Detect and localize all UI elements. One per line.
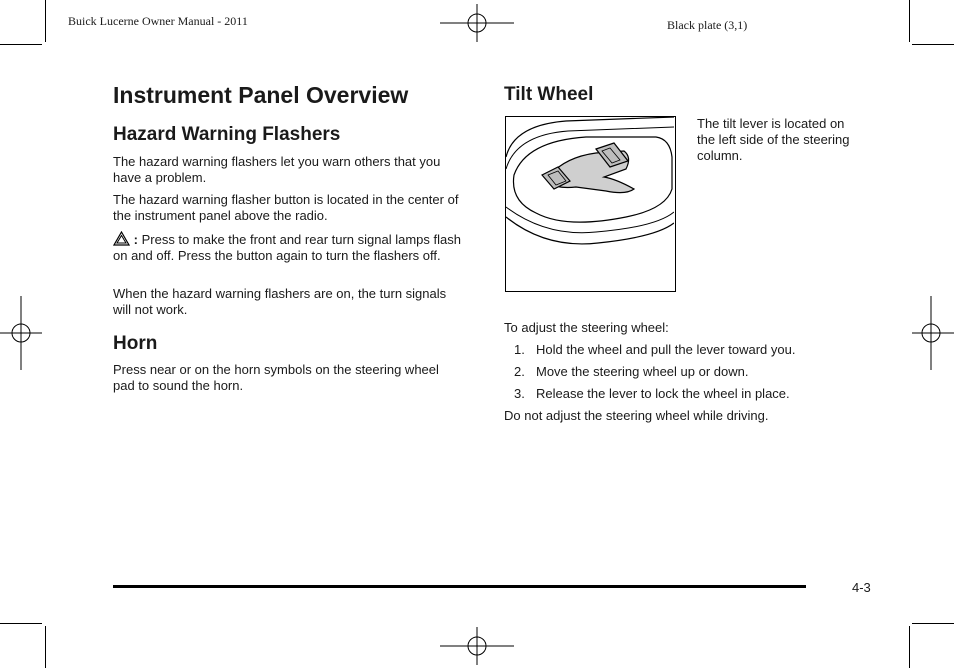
crop-mark xyxy=(0,623,42,624)
step-number: 1. xyxy=(514,342,525,357)
hazard-warning-icon xyxy=(113,231,130,246)
crop-mark xyxy=(0,44,42,45)
tilt-lever-illustration xyxy=(505,116,676,292)
hazard-heading: Hazard Warning Flashers xyxy=(113,124,341,145)
adjust-intro: To adjust the steering wheel: xyxy=(504,320,669,335)
symbol-colon: : xyxy=(133,232,138,247)
registration-mark-bottom xyxy=(440,627,514,665)
manual-title: Buick Lucerne Owner Manual - 2011 xyxy=(68,14,248,28)
plate-label: Black plate (3,1) xyxy=(667,18,748,32)
steering-column-drawing xyxy=(506,117,674,290)
crop-mark xyxy=(909,626,910,668)
hazard-button-description xyxy=(113,231,475,264)
hazard-paragraph-4: When the hazard warning flashers are on, the turn signals will not work. xyxy=(113,286,447,317)
illustration-caption: The tilt lever is located on the left side of the steering column. xyxy=(697,116,850,163)
crop-mark xyxy=(909,0,910,42)
step-text: Release the lever to lock the wheel in place. xyxy=(536,386,790,401)
crop-mark xyxy=(45,0,46,42)
hazard-paragraph-3: Press to make the front and rear turn signal lamps flash on and off. Press the button again to turn the flashers off. xyxy=(113,232,461,263)
registration-mark-left xyxy=(0,296,42,370)
page-number: 4-3 xyxy=(852,580,871,595)
list-item xyxy=(514,342,795,364)
crop-mark xyxy=(912,623,954,624)
crop-mark xyxy=(45,626,46,668)
horn-paragraph: Press near or on the horn symbols on the steering wheel pad to sound the horn. xyxy=(113,362,439,393)
hazard-paragraph-1: The hazard warning flashers let you warn others that you have a problem. xyxy=(113,154,441,185)
crop-mark xyxy=(912,44,954,45)
page-title: Instrument Panel Overview xyxy=(113,82,409,108)
hazard-paragraph-2: The hazard warning flasher button is located in the center of the instrument panel above the radio. xyxy=(113,192,459,223)
registration-mark-right xyxy=(912,296,954,370)
tilt-wheel-heading: Tilt Wheel xyxy=(504,84,594,105)
step-number: 2. xyxy=(514,364,525,379)
step-number: 3. xyxy=(514,386,525,401)
footer-rule xyxy=(113,585,806,588)
list-item xyxy=(514,386,795,408)
registration-mark-top xyxy=(440,4,514,42)
step-text: Hold the wheel and pull the lever toward you. xyxy=(536,342,796,357)
horn-heading: Horn xyxy=(113,333,158,354)
adjust-steps-list xyxy=(514,342,795,408)
list-item xyxy=(514,364,795,386)
step-text: Move the steering wheel up or down. xyxy=(536,364,749,379)
driving-warning: Do not adjust the steering wheel while driving. xyxy=(504,408,769,423)
